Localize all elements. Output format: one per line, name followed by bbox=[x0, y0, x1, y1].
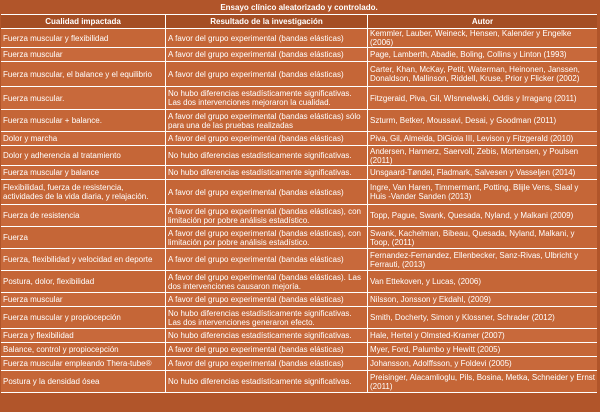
table-row bbox=[1, 166, 597, 180]
header-autor: Autor bbox=[368, 15, 597, 29]
cell-cualidad: Dolor y adherencia al tratamiento bbox=[1, 146, 166, 166]
header-cualidad: Cualidad impactada bbox=[1, 15, 166, 29]
cell-resultado: No hubo diferencias estadísticamente significativas. Las dos intervenciones mejoraron la cualidad. bbox=[166, 87, 368, 110]
cell-resultado: A favor del grupo experimental (bandas elásticas) bbox=[166, 343, 368, 357]
cell-autor: Szturm, Betker, Moussavi, Desai, y Goodman (2011) bbox=[368, 110, 597, 132]
cell-cualidad: Fuerza muscular y balance bbox=[1, 166, 166, 180]
cell-autor: Page, Lamberth, Abadie, Boling, Collins y Linton (1993) bbox=[368, 48, 597, 62]
cell-autor: Hale, Hertel y Olmsted-Kramer (2007) bbox=[368, 329, 597, 343]
cell-cualidad: Balance, control y propiocepción bbox=[1, 343, 166, 357]
study-table bbox=[1, 1, 597, 393]
table-row bbox=[1, 205, 597, 227]
cell-cualidad: Postura, dolor, flexibilidad bbox=[1, 271, 166, 293]
cell-cualidad: Fuerza muscular bbox=[1, 48, 166, 62]
table-row bbox=[1, 371, 597, 393]
table-row bbox=[1, 110, 597, 132]
cell-resultado: A favor del grupo experimental (bandas elásticas). Las dos intervenciones causaron mejoría. bbox=[166, 271, 368, 293]
table-row bbox=[1, 132, 597, 146]
cell-cualidad: Fuerza de resistencia bbox=[1, 205, 166, 227]
cell-cualidad: Fuerza, flexibilidad y velocidad en deporte bbox=[1, 249, 166, 271]
table-body bbox=[1, 29, 597, 393]
cell-resultado: No hubo diferencias estadísticamente significativas. bbox=[166, 329, 368, 343]
table-row bbox=[1, 343, 597, 357]
cell-resultado: No hubo diferencias estadísticamente significativas. Las dos intervenciones generaron efecto. bbox=[166, 307, 368, 329]
table-row bbox=[1, 271, 597, 293]
cell-autor: Fitzgeraid, Piva, Gil, WIsnnelwski, Oddis y Irragang (2011) bbox=[368, 87, 597, 110]
table-row bbox=[1, 357, 597, 371]
cell-cualidad: Flexibilidad, fuerza de resistencia, actividades de la vida diaria, y relajación. bbox=[1, 180, 166, 205]
cell-cualidad: Fuerza muscular empleando Thera-tube® bbox=[1, 357, 166, 371]
table-row bbox=[1, 62, 597, 87]
cell-resultado: A favor del grupo experimental (bandas elásticas) bbox=[166, 293, 368, 307]
table-row bbox=[1, 227, 597, 249]
table-row bbox=[1, 249, 597, 271]
cell-resultado: A favor del grupo experimental (bandas elásticas), con limitación por pobre análisis estadístico. bbox=[166, 227, 368, 249]
cell-cualidad: Fuerza bbox=[1, 227, 166, 249]
table-row bbox=[1, 48, 597, 62]
cell-autor: Carter, Khan, McKay, Petit, Waterman, Heinonen, Janssen, Donaldson, Mallinson, Riddell, Kruse, Prior y Flicker (2002) bbox=[368, 62, 597, 87]
table-row bbox=[1, 329, 597, 343]
cell-resultado: No hubo diferencias estadísticamente significativas. bbox=[166, 166, 368, 180]
cell-cualidad: Fuerza muscular y flexibilidad bbox=[1, 29, 166, 48]
cell-resultado: A favor del grupo experimental (bandas elásticas) bbox=[166, 48, 368, 62]
cell-autor: Van Ettekoven, y Lucas, (2006) bbox=[368, 271, 597, 293]
cell-cualidad: Fuerza muscular, el balance y el equilibrio bbox=[1, 62, 166, 87]
table-row bbox=[1, 180, 597, 205]
cell-cualidad: Fuerza y flexibilidad bbox=[1, 329, 166, 343]
cell-autor: Ingre, Van Haren, Timmermant, Potting, Blijle Vens, Slaal y Huis -Vander Sanden (2013) bbox=[368, 180, 597, 205]
cell-cualidad: Fuerza muscular + balance. bbox=[1, 110, 166, 132]
cell-autor: Preisinger, Alacamlioglu, Pils, Bosina, Metka, Schneider y Ernst (2011) bbox=[368, 371, 597, 393]
cell-resultado: No hubo diferencias estadísticamente significativas. bbox=[166, 371, 368, 393]
cell-autor: Fernandez-Fernandez, Ellenbecker, Sanz-Rivas, Ulbricht y Ferrauti, (2013) bbox=[368, 249, 597, 271]
header-resultado: Resultado de la investigación bbox=[166, 15, 368, 29]
cell-resultado: A favor del grupo experimental (bandas elásticas) bbox=[166, 29, 368, 48]
cell-cualidad: Dolor y marcha bbox=[1, 132, 166, 146]
cell-autor: Andersen, Hannerz, Saervoll, Zebis, Mortensen, y Poulsen (2011) bbox=[368, 146, 597, 166]
table-row bbox=[1, 146, 597, 166]
cell-autor: Smith, Docherty, Simon y Klossner, Schrader (2012) bbox=[368, 307, 597, 329]
cell-resultado: A favor del grupo experimental (bandas elásticas) bbox=[166, 180, 368, 205]
cell-resultado: A favor del grupo experimental (bandas elásticas) bbox=[166, 62, 368, 87]
cell-cualidad: Fuerza muscular. bbox=[1, 87, 166, 110]
cell-resultado: No hubo diferencias estadísticamente significativas. bbox=[166, 146, 368, 166]
table-caption: Ensayo clínico aleatorizado y controlado. bbox=[1, 1, 597, 15]
cell-resultado: A favor del grupo experimental (bandas elásticas) sólo para una de las pruebas realizadas bbox=[166, 110, 368, 132]
table-row bbox=[1, 293, 597, 307]
cell-cualidad: Postura y la densidad ósea bbox=[1, 371, 166, 393]
cell-resultado: A favor del grupo experimental (bandas elásticas), con limitación por pobre análisis estadístico. bbox=[166, 205, 368, 227]
table-row bbox=[1, 87, 597, 110]
cell-resultado: A favor del grupo experimental (bandas elásticas) bbox=[166, 357, 368, 371]
cell-cualidad: Fuerza muscular y propiocepción bbox=[1, 307, 166, 329]
cell-autor: Kemmler, Lauber, Weineck, Hensen, Kalender y Engelke (2006) bbox=[368, 29, 597, 48]
cell-autor: Nilsson, Jonsson y Ekdahl, (2009) bbox=[368, 293, 597, 307]
table-row bbox=[1, 307, 597, 329]
cell-autor: Unsgaard-Tøndel, Fladmark, Salvesen y Vasseljen (2014) bbox=[368, 166, 597, 180]
table-row bbox=[1, 29, 597, 48]
cell-autor: Johansson, Adolffsson, y Foldevi (2005) bbox=[368, 357, 597, 371]
cell-autor: Topp, Pague, Swank, Quesada, Nyland, y Malkani (2009) bbox=[368, 205, 597, 227]
cell-resultado: A favor del grupo experimental (bandas elásticas) bbox=[166, 132, 368, 146]
cell-cualidad: Fuerza muscular bbox=[1, 293, 166, 307]
cell-autor: Piva, Gil, Almeida, DiGioia III, Levison y Fitzgerald (2010) bbox=[368, 132, 597, 146]
cell-autor: Myer, Ford, Palumbo y Hewitt (2005) bbox=[368, 343, 597, 357]
cell-resultado: A favor del grupo experimental (bandas elásticas) bbox=[166, 249, 368, 271]
cell-autor: Swank, Kachelman, Bibeau, Quesada, Nyland, Malkani, y Toop, (2011) bbox=[368, 227, 597, 249]
